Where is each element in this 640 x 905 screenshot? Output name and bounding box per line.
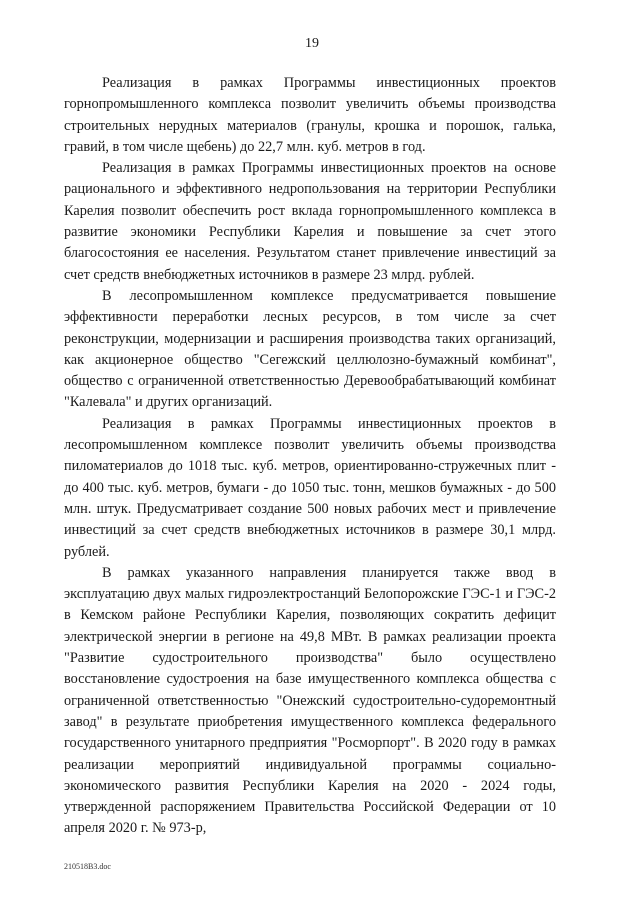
- page-number: 19: [305, 36, 319, 51]
- paragraph-mining-investment: Реализация в рамках Программы инвестиционных проектов на основе рационального и эффективного недропользования на территории Республики Карелия позволит обеспечить рост вклада горнопромышленного комплекса в развитие экономики Республики Карелия и повышение за счет этого благосостояния ее населения. Результатом станет привлечение инвестиций за счет средств внебюджетных источников в размере 23 млрд. рублей.: [64, 160, 556, 283]
- document-file-code: 210518B3.doc: [64, 862, 111, 871]
- document-body: [64, 73, 556, 840]
- paragraph-forestry-efficiency: В лесопромышленном комплексе предусматривается повышение эффективности переработки лесных ресурсов, в том числе за счет реконструкции, модернизации и расширения производства таких организаций, как акционерное общество "Сегежский целлюлозно-бумажный комбинат", общество с ограниченной ответственностью Деревообрабатывающий комбинат "Калевала" и других организаций.: [64, 287, 556, 411]
- paragraph-mining-output: Реализация в рамках Программы инвестиционных проектов горнопромышленного комплекса позволит увеличить объемы производства строительных нерудных материалов (гранулы, крошка и порошок, галька, гравий, в том числе щебень) до 22,7 млн. куб. метров в год.: [64, 75, 556, 155]
- paragraph-forestry-output: Реализация в рамках Программы инвестиционных проектов в лесопромышленном комплексе позволит увеличить объемы производства пиломатериалов до 1018 тыс. куб. метров, ориентированно-стружечных плит - до 400 тыс. куб. метров, бумаги - до 1050 тыс. тонн, мешков бумажных - до 500 млн. штук. Предусматривает создание 500 новых рабочих мест и привлечение инвестиций за счет средств внебюджетных источников в размере 30,1 млрд. рублей.: [64, 415, 556, 560]
- paragraph-hydro-shipbuilding: В рамках указанного направления планируется также ввод в эксплуатацию двух малых гидроэлектростанций Белопорожские ГЭС-1 и ГЭС-2 в Кемском районе Республики Карелия, позволяющих сократить дефицит электрической энергии в регионе на 49,8 МВт. В рамках реализации проекта "Развитие судостроительного производства" было осуществлено восстановление судостроения на базе имущественного комплекса общества с ограниченной ответственностью "Онежский судостроительно-судоремонтный завод" в результате приобретения имущественного комплекса федерального государственного унитарного предприятия "Росморпорт". В 2020 году в рамках реализации мероприятий индивидуальной программы социально-экономического развития Республики Карелия на 2020 - 2024 годы, утвержденной распоряжением Правительства Российской Федерации от 10 апреля 2020 г. № 973-р,: [64, 564, 556, 837]
